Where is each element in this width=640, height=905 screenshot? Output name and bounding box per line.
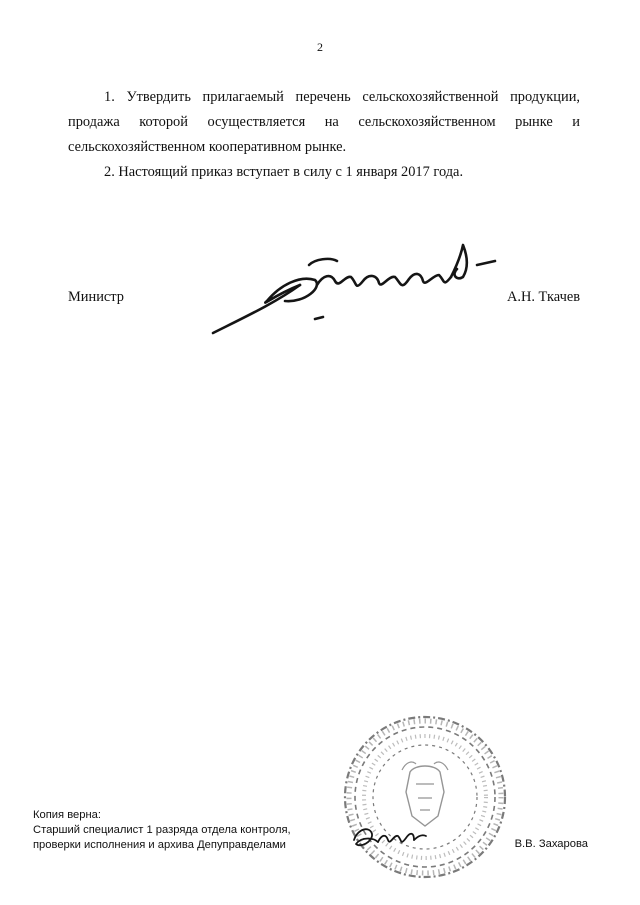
paragraph-2: 2. Настоящий приказ вступает в силу с 1 января 2017 года. bbox=[104, 164, 464, 180]
signatory-title: Министр bbox=[68, 289, 124, 305]
signatory-name: А.Н. Ткачев bbox=[506, 289, 580, 305]
paragraph-1: 1. Утвердить прилагаемый перечень сельскохозяйственной продукции, продажа которой осуществляется на сельскохозяйственном рынке и сельскохозяйственном кооперативном рынке. bbox=[68, 89, 580, 155]
page-number: 2 bbox=[317, 40, 323, 54]
minister-signature bbox=[205, 225, 505, 340]
copy-line-3: проверки исполнения и архива Депуправделами bbox=[33, 839, 286, 851]
copy-certifier-name: В.В. Захарова bbox=[514, 838, 588, 850]
specialist-signature bbox=[348, 818, 428, 860]
copy-certification bbox=[33, 808, 291, 853]
copy-line-1: Копия верна: bbox=[33, 809, 101, 821]
copy-line-2: Старший специалист 1 разряда отдела контроля, bbox=[33, 824, 291, 836]
